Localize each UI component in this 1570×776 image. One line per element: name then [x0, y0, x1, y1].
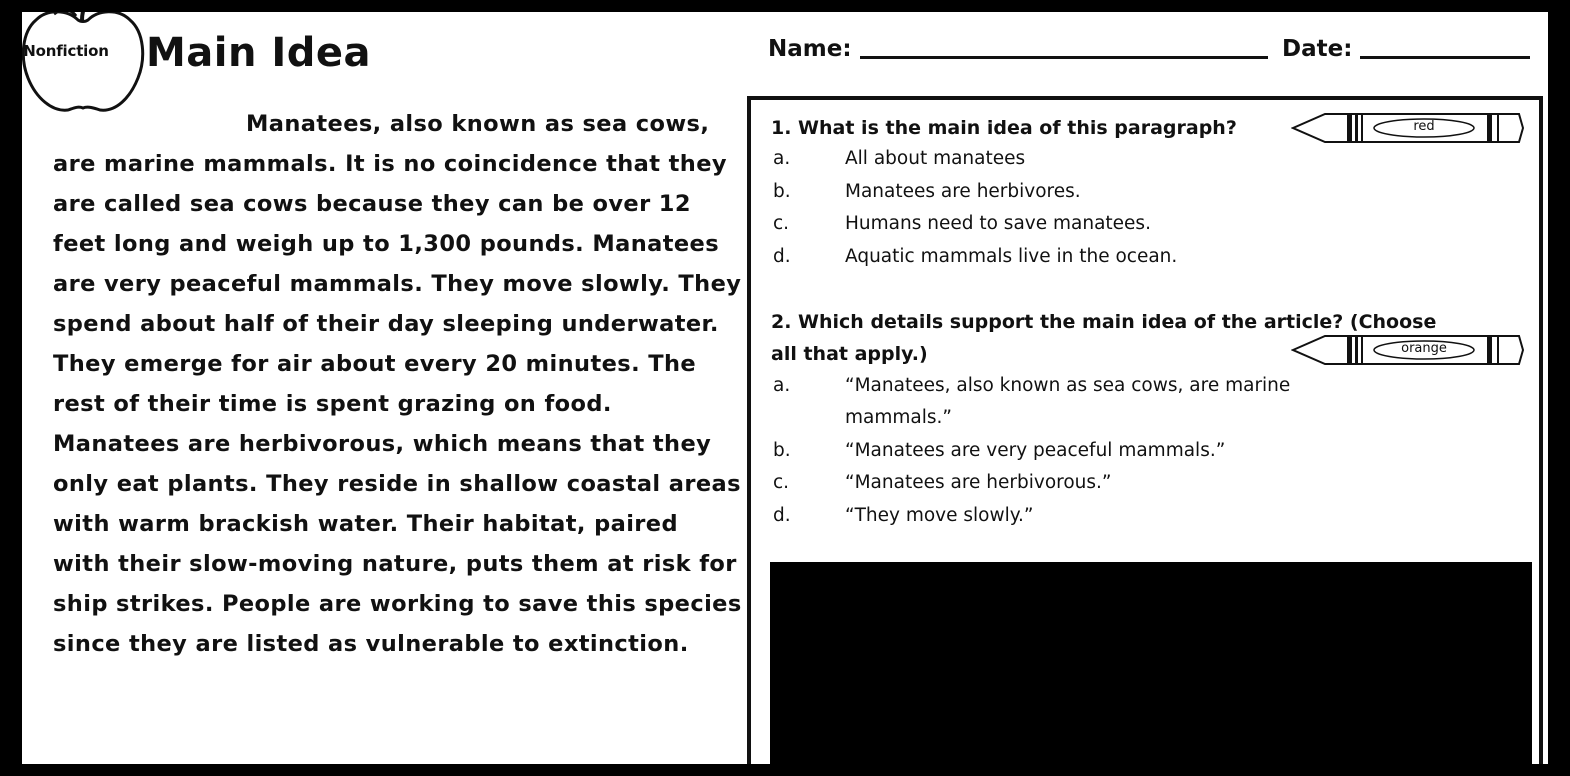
name-field[interactable]	[768, 36, 1268, 62]
q2-option-b[interactable]: b. “Manatees are very peaceful mammals.”	[773, 440, 1226, 461]
date-blank-line[interactable]	[1360, 56, 1530, 59]
genre-badge: Nonfiction	[23, 42, 109, 60]
question-2-prompt-line-1: 2. Which details support the main idea of the article? (Choose	[771, 311, 1437, 333]
date-label: Date:	[1282, 36, 1353, 62]
q2-option-c[interactable]: c. “Manatees are herbivorous.”	[773, 472, 1112, 493]
name-label: Name:	[768, 36, 852, 62]
red-crayon-icon	[1291, 110, 1527, 146]
redacted-block	[770, 562, 1532, 764]
crayon-color-label: red	[1413, 119, 1435, 134]
q2-option-a[interactable]: a. “Manatees, also known as sea cows, are marine mammals.”	[773, 375, 1291, 428]
q1-option-d[interactable]: d. Aquatic mammals live in the ocean.	[773, 246, 1178, 267]
question-1-prompt: 1. What is the main idea of this paragraph?	[771, 117, 1237, 139]
page-title: Main Idea	[146, 30, 372, 76]
passage-text: Manatees, also known as sea cows, are marine mammals. It is no coincidence that they are called sea cows because they can be over 12 feet long and weigh up to 1,300 pounds. Manatees are very peaceful mammals. They move slowly. They spend about half of their day sleeping underwater. They emerge for air about every 20 minutes. The rest of their time is spent grazing on food. Manatees are herbivorous, which means that they only eat plants. They reside in shallow coastal areas with warm brackish water. Their habitat, paired with their slow-moving nature, puts them at risk for ship strikes. People are working to save this species since they are listed as vulnerable to extinction.	[53, 111, 742, 657]
orange-crayon-icon	[1291, 332, 1527, 368]
question-box	[747, 96, 1543, 764]
crayon-color-label: orange	[1401, 341, 1447, 356]
question-2-prompt-line-2: all that apply.)	[771, 343, 928, 365]
name-blank-line[interactable]	[860, 56, 1268, 59]
date-field[interactable]	[1282, 36, 1530, 62]
reading-passage	[53, 104, 743, 664]
q1-option-b[interactable]: b. Manatees are herbivores.	[773, 181, 1081, 202]
worksheet-page	[22, 12, 1548, 764]
q2-option-d[interactable]: d. “They move slowly.”	[773, 505, 1034, 526]
q1-option-c[interactable]: c. Humans need to save manatees.	[773, 213, 1151, 234]
q1-option-a[interactable]: a. All about manatees	[773, 148, 1026, 169]
